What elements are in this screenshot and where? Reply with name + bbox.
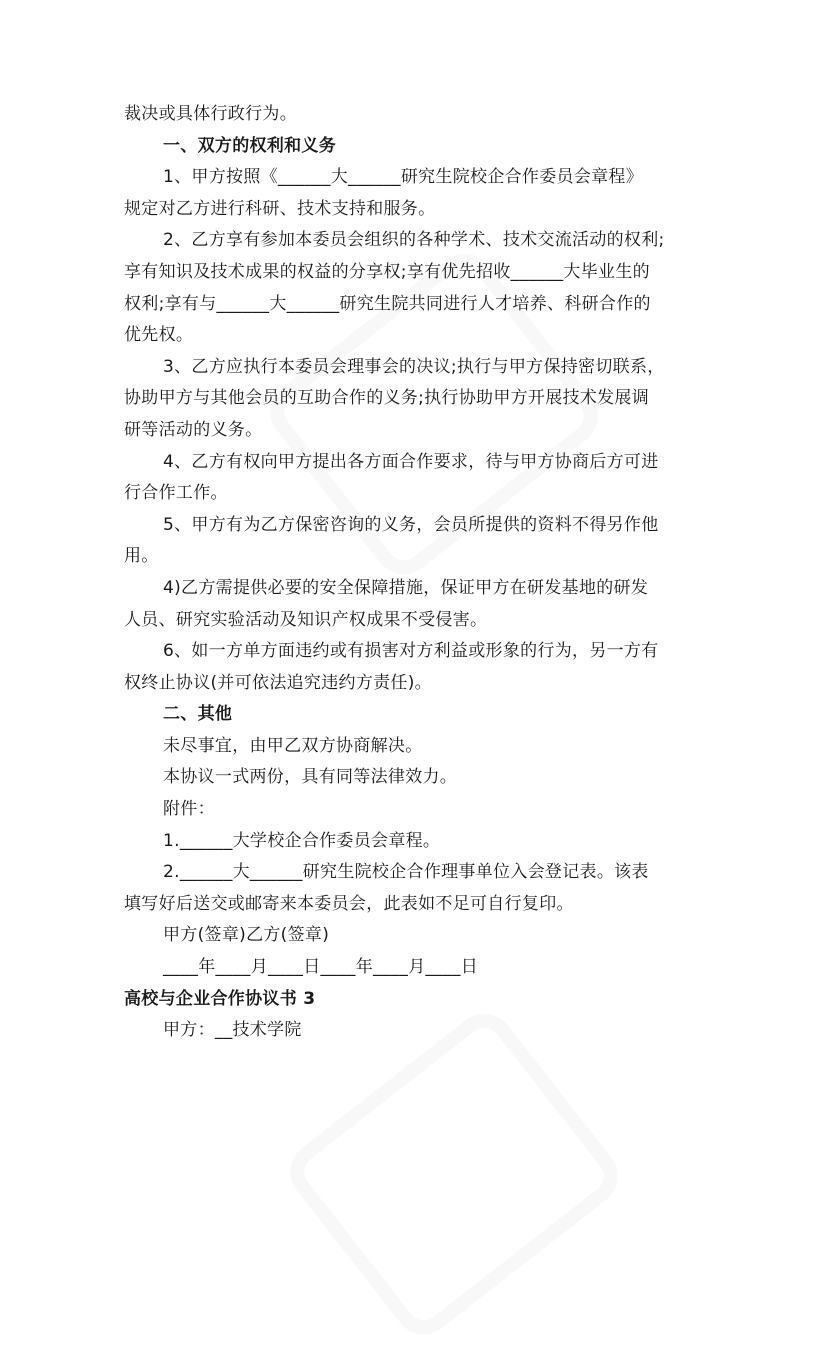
date-line: ____年____月____日____年____月____日 — [163, 957, 478, 978]
signature-line: 甲方(签章)乙方(签章) — [163, 925, 330, 946]
clause-2-line: 优先权。 — [124, 325, 194, 346]
attachments-label: 附件： — [163, 799, 215, 820]
clause-1-line: 规定对乙方进行科研、技术支持和服务。 — [124, 198, 436, 219]
clause-6-line: 6、如一方单方面违约或有损害对方利益或形象的行为，另一方有 — [163, 641, 659, 662]
clause-3-line: 协助甲方与其他会员的互助合作的义务;执行协助甲方开展技术发展调 — [124, 388, 650, 409]
other-clause-line: 未尽事宜，由甲乙双方协商解决。 — [163, 735, 423, 756]
clause-5-line: 5、甲方有为乙方保密咨询的义务，会员所提供的资料不得另作他 — [163, 514, 659, 535]
clause-5-line: 用。 — [124, 546, 159, 567]
section-heading-other: 二、其他 — [163, 704, 233, 725]
attachment-item-2: 填写好后送交或邮寄来本委员会，此表如不足可自行复印。 — [124, 893, 574, 914]
body-text-line: 裁决或具体行政行为。 — [124, 104, 297, 124]
attachment-item-1: 1.______大学校企合作委员会章程。 — [163, 830, 441, 851]
party-a-line: 甲方：__技术学院 — [163, 1020, 302, 1041]
section-heading-rights-obligations: 一、双方的权利和义务 — [163, 135, 336, 156]
clause-4b-line: 4)乙方需提供必要的安全保障措施，保证甲方在研发基地的研发 — [163, 577, 649, 598]
other-clause-line: 本协议一式两份，具有同等法律效力。 — [163, 767, 458, 788]
clause-4-line: 4、乙方有权向甲方提出各方面合作要求，待与甲方协商后方可进 — [163, 451, 659, 472]
clause-3-line: 研等活动的义务。 — [124, 419, 263, 440]
clause-2-line: 享有知识及技术成果的权益的分享权;享有优先招收______大毕业生的 — [124, 261, 650, 282]
clause-1-line: 1、甲方按照《______大______研究生院校企合作委员会章程》 — [163, 167, 644, 188]
document-title: 高校与企业合作协议书 3 — [124, 988, 316, 1009]
clause-2-line: 权利;享有与______大______研究生院共同进行人才培养、科研合作的 — [124, 293, 651, 314]
clause-3-line: 3、乙方应执行本委员会理事会的决议;执行与甲方保持密切联系， — [163, 356, 665, 377]
clause-4b-line: 人员、研究实验活动及知识产权成果不受侵害。 — [124, 609, 488, 630]
clause-6-line: 权终止协议(并可依法追究违约方责任)。 — [124, 672, 432, 693]
clause-4-line: 行合作工作。 — [124, 483, 228, 504]
document-body — [124, 99, 714, 1047]
attachment-item-2: 2.______大______研究生院校企合作理事单位入会登记表。该表 — [163, 862, 649, 883]
clause-2-line: 2、乙方享有参加本委员会组织的各种学术、技术交流活动的权利; — [163, 230, 665, 251]
